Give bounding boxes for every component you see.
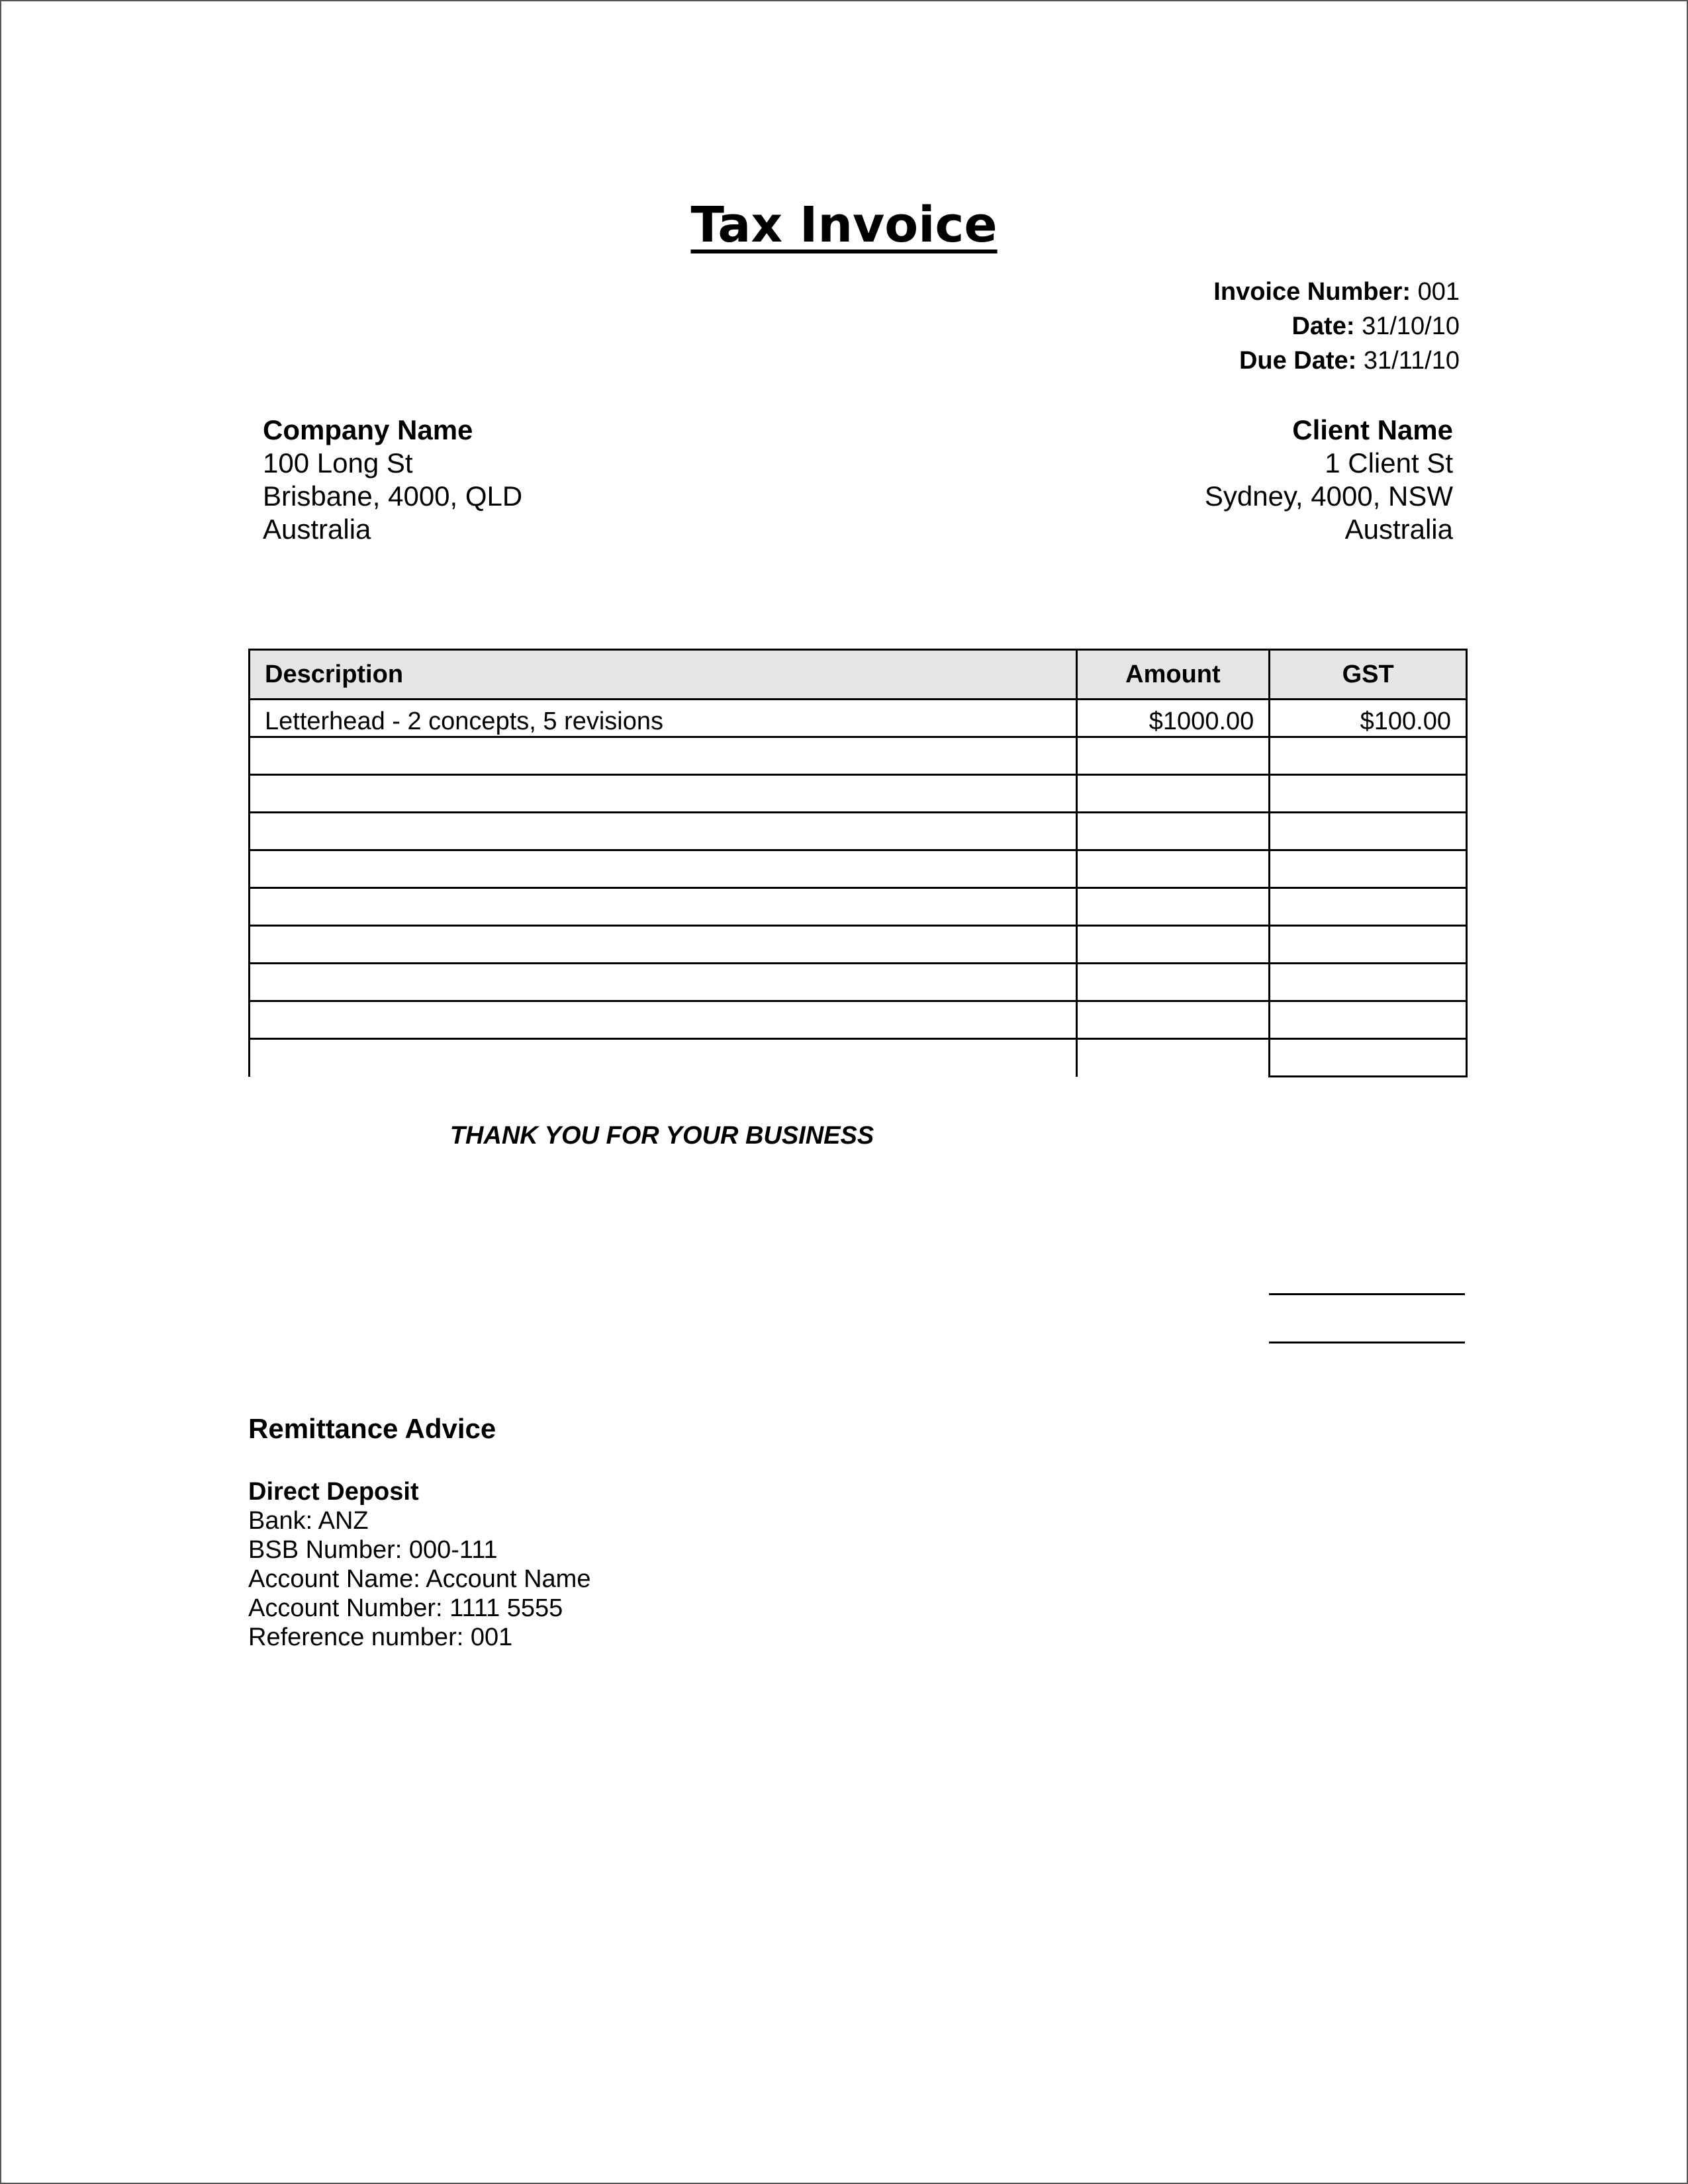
table-row — [250, 888, 1467, 926]
row-description — [250, 1039, 1077, 1077]
table-row — [250, 1001, 1467, 1039]
row-description — [250, 737, 1077, 775]
row-amount: $1000.00 — [1076, 700, 1270, 737]
client-address-line-1: 1 Client St — [1325, 447, 1453, 478]
date-label: Date: — [1291, 312, 1355, 340]
date-value: 31/10/10 — [1362, 312, 1460, 340]
row-gst — [1270, 850, 1467, 888]
due-date-row — [1213, 343, 1460, 378]
table-row — [250, 1039, 1467, 1077]
due-date-label: Due Date: — [1239, 347, 1357, 375]
row-amount — [1076, 850, 1270, 888]
company-address — [263, 414, 522, 546]
row-amount — [1076, 926, 1270, 964]
table-row — [250, 964, 1467, 1001]
table-header-row — [250, 650, 1467, 700]
row-gst: $100.00 — [1270, 700, 1467, 737]
account-number-line: Account Number: 1111 5555 — [248, 1594, 563, 1622]
row-gst — [1270, 1039, 1467, 1077]
row-description: Letterhead - 2 concepts, 5 revisions — [250, 700, 1077, 737]
row-gst — [1270, 888, 1467, 926]
row-gst — [1270, 737, 1467, 775]
table-row — [250, 775, 1467, 813]
table-row — [250, 850, 1467, 888]
line-items-table — [248, 649, 1468, 1077]
client-address — [1205, 414, 1453, 546]
invoice-meta — [1213, 275, 1460, 378]
company-address-line-3: Australia — [263, 514, 371, 545]
row-gst — [1270, 964, 1467, 1001]
remittance-heading: Remittance Advice — [248, 1413, 496, 1444]
document-title — [0, 195, 1688, 255]
row-amount — [1076, 1039, 1270, 1077]
table-row — [250, 700, 1467, 737]
balance-top-rule — [1269, 1293, 1465, 1295]
row-description — [250, 964, 1077, 1001]
row-gst — [1270, 926, 1467, 964]
table-row — [250, 737, 1467, 775]
client-address-line-3: Australia — [1344, 514, 1453, 545]
payment-method: Direct Deposit — [248, 1478, 419, 1506]
row-amount — [1076, 888, 1270, 926]
company-name: Company Name — [263, 414, 473, 445]
table-row — [250, 813, 1467, 850]
table-row — [250, 926, 1467, 964]
client-address-line-2: Sydney, 4000, NSW — [1204, 480, 1453, 512]
row-description — [250, 926, 1077, 964]
row-gst — [1270, 813, 1467, 850]
header-gst: GST — [1270, 650, 1467, 700]
remittance-details — [248, 1477, 590, 1652]
row-amount — [1076, 1001, 1270, 1039]
row-amount — [1076, 813, 1270, 850]
row-description — [250, 775, 1077, 813]
balance-bottom-rule — [1269, 1342, 1465, 1343]
company-address-line-2: Brisbane, 4000, QLD — [263, 480, 523, 512]
bsb-line: BSB Number: 000-111 — [248, 1536, 498, 1564]
title-text: Tax Invoice — [690, 197, 998, 253]
bank-line: Bank: ANZ — [248, 1507, 369, 1535]
account-name-line: Account Name: Account Name — [248, 1565, 591, 1593]
invoice-number-value: 001 — [1417, 278, 1460, 306]
row-description — [250, 888, 1077, 926]
row-amount — [1076, 964, 1270, 1001]
row-description — [250, 813, 1077, 850]
header-amount: Amount — [1076, 650, 1270, 700]
client-name: Client Name — [1292, 414, 1453, 445]
row-amount — [1076, 775, 1270, 813]
invoice-number-label: Invoice Number: — [1213, 278, 1411, 306]
date-row — [1213, 309, 1460, 343]
row-gst — [1270, 1001, 1467, 1039]
row-description — [250, 1001, 1077, 1039]
header-description: Description — [250, 650, 1077, 700]
row-gst — [1270, 775, 1467, 813]
invoice-number-row — [1213, 275, 1460, 309]
company-address-line-1: 100 Long St — [263, 447, 413, 478]
row-amount — [1076, 737, 1270, 775]
row-description — [250, 850, 1077, 888]
reference-line: Reference number: 001 — [248, 1623, 513, 1651]
thank-you-message: THANK YOU FOR YOUR BUSINESS — [449, 1122, 874, 1150]
due-date-value: 31/11/10 — [1363, 347, 1460, 375]
